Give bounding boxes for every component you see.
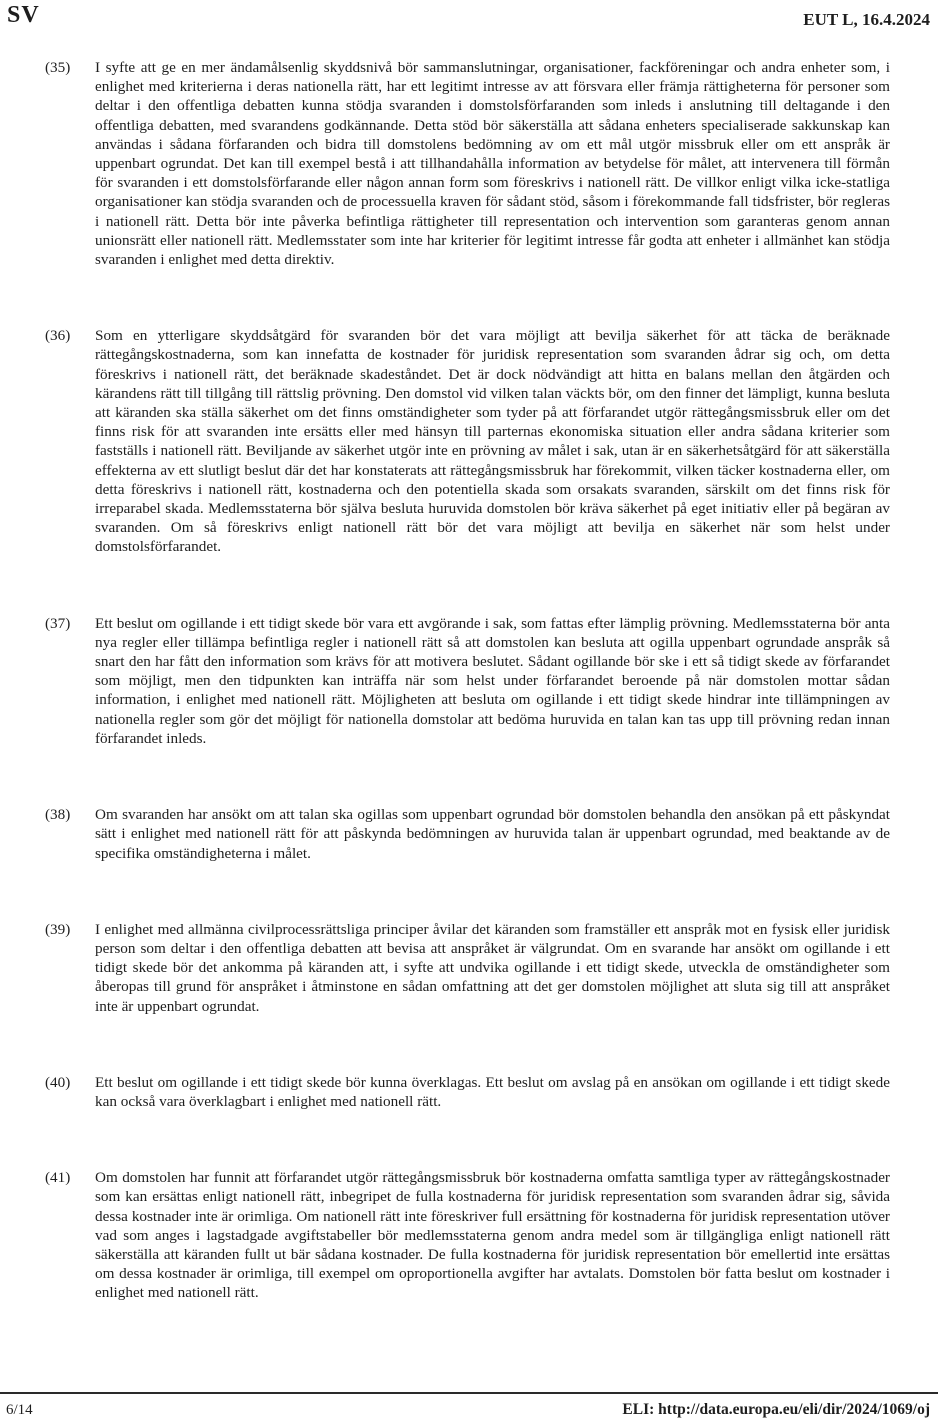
paragraph-number: (37) (45, 614, 71, 632)
paragraph-text: Om domstolen har funnit att förfarandet utgör rättegångsmissbruk bör kostnaderna omfatta samtliga typer av rättegångskostnader som kan ersättas enligt nationell rätt, inbegripet de fulla kostnaderna för juridisk representation som svaranden ådrar sig, såvida dessa kostnader inte är orimliga. Om nationell rätt inte föreskriver full ersättning för kostnaderna för juridisk representation utöver vad som anges i lagstadgade avgiftstabeller bör medlemsstaterna genom andra medel som är tillgängliga enligt nationell rätt säkerställa att käranden fullt ut bär sådana kostnader. De fulla kostnaderna för juridisk representation bör emellertid inte ersättas om dessa kostnader är orimliga, till exempel om oproportionella avgifter har avtalats. Domstolen bör fatta beslut om kostnader i enlighet med nationell rätt. (95, 1169, 890, 1302)
paragraph-number: (40) (45, 1073, 71, 1091)
recital-38 (45, 805, 890, 863)
paragraph-text: I enlighet med allmänna civilprocessrättsliga principer åvilar det käranden som framställer ett anspråk mot en fysisk eller juridisk person som deltar i den offentliga debatten att bevisa att anspråket är välgrundat. Om en svarande har ansökt om ogillande i ett tidigt skede bör det ankomma på käranden att, i syfte att undvika ogillande i ett tidigt skede, utveckla de omständigheter som åberopas till grund för anspråket i åtminstone en sådan omfattning att det ger domstolen möjlighet att sluta sig till att anspråket inte är uppenbart ogrundat. (95, 920, 890, 1015)
recital-37 (45, 614, 890, 748)
paragraph-number: (35) (45, 59, 71, 76)
recital-36 (45, 326, 890, 556)
recital-40 (45, 1073, 890, 1111)
paragraph-text: I syfte att ge en mer ändamålsenlig skyddsnivå bör sammanslutningar, organisationer, fackföreningar och andra enheter som, i enlighet med kriterierna i deras nationella rätt, har ett legitimt intresse av att försvara eller främja rättigheterna för personer som deltar i den offentliga debatten kunna stödja svaranden i domstolsförfaranden som inleds i anslutning till deltagande i den offentliga debatten, med svarandens godkännande. Detta stöd bör säkerställa att sådana enheters specialiserade sakkunskap kan användas i sådana förfaranden och bidra till domstolens bedömning av om ett mål utgör missbruk eller om ett anspråk är uppenbart ogrundat. Det kan till exempel bestå i att tillhandahålla information av betydelse för målet, att intervenera till förmån för svaranden i ett domstolsförfarande eller någon annan form som föreskrivs i nationell rätt. De villkor enligt vilka icke-statliga organisationer kan stödja svaranden och de processuella kraven för sådant stöd, såsom i förekommande fall tidsfrister, bör regleras i nationell rätt. Detta bör inte påverka befintliga rättigheter till representation och intervention som garanteras genom annan unionsrätt eller nationell rätt. Medlemsstater som inte har kriterier för legitimt intresse får godta att enheter i allmänhet kan stödja svaranden i enlighet med detta direktiv. (95, 59, 890, 269)
recital-41 (45, 1168, 890, 1302)
paragraph-text: Ett beslut om ogillande i ett tidigt skede bör vara ett avgörande i sak, som fattas efter lämplig prövning. Medlemsstaterna bör anta nya regler eller tillämpa befintliga regler i nationell rätt så att domstolen kan besluta att ogilla uppenbart ogrundade anspråk så snart den har fått den information som krävs för att motivera beslutet. Sådant ogillande bör ske i ett så tidigt skede av förfarandet som möjligt, men den tidpunkten kan inträffa när som helst under förfarandet beroende på när domstolen mottar sådan information, i enlighet med nationell rätt. Möjligheten att besluta om ogillande i ett tidigt skede hindrar inte tillämpningen av nationella regler som gör det möjligt för nationella domstolar att bedöma huruvida en talan kan tas upp till prövning redan innan förfarandet inleds. (95, 614, 890, 747)
journal-reference: EUT L, 16.4.2024 (803, 10, 930, 29)
language-code: SV (7, 2, 40, 28)
paragraph-text: Om svaranden har ansökt om att talan ska ogillas som uppenbart ogrundad bör domstolen behandla den ansökan på ett påskyndat sätt i enlighet med nationell rätt för att påskynda bedömningen av huruvida talan är uppenbart ogrundad, med beaktande av de specifika omständigheterna i målet. (95, 806, 890, 862)
paragraph-number: (38) (45, 806, 71, 824)
recital-39 (45, 920, 890, 1016)
paragraph-number: (39) (45, 920, 71, 938)
paragraph-text: Ett beslut om ogillande i ett tidigt skede bör kunna överklagas. Ett beslut om avslag på en ansökan om ogillande i ett tidigt skede kan också vara överklagbart i enlighet med nationell rätt. (95, 1073, 890, 1110)
page-number: 6/14 (6, 1402, 33, 1418)
recital-35 (45, 58, 890, 269)
eli-reference: ELI: http://data.europa.eu/eli/dir/2024/1069/oj (622, 1401, 930, 1418)
page-header (0, 0, 938, 40)
paragraph-number: (41) (45, 1169, 71, 1187)
recitals-list (45, 58, 890, 1303)
paragraph-number: (36) (45, 327, 71, 345)
paragraph-text: Som en ytterligare skyddsåtgärd för svaranden bör det vara möjligt att bevilja säkerhet för att täcka de beräknade rättegångskostnaderna, som kan innefatta de kostnader för juridisk representation som svaranden ådrar sig och, om detta föreskrivs i nationell rätt, det beräknade skadeståndet. Det är dock nödvändigt att hitta en balans mellan den åtgärden och kärandens rätt till tillgång till rättslig prövning. Den domstol vid vilken talan väckts bör, om den finner det lämpligt, kunna besluta att käranden ska ställa säkerhet om det finns omständigheter som tyder på att förfarandet utgör rättegångsmissbruk eller om det finns risk för att svaranden inte ersätts eller med hänsyn till parternas ekonomiska situation eller andra sådana kriterier som fastställs i nationell rätt. Beviljande av säkerhet utgör inte en prövning av målet i sak, utan är en säkerhetsåtgärd för att säkerställa effekterna av ett slutligt beslut där det har konstaterats att rättegångsmissbruk har förekommit, vilken täcker kostnaderna eller, om detta föreskrivs i nationell rätt, kostnaderna och den potentiella skada som orsakats svaranden, särskilt om det finns risk för irreparabel skada. Medlemsstaterna bör själva besluta huruvida domstolen bör kräva säkerhet på eget initiativ eller på begäran av svaranden. Om så föreskrivs enligt nationell rätt bör det vara möjligt att bevilja en säkerhet när som helst under domstolsförfarandet. (95, 327, 890, 556)
page-footer (0, 1392, 938, 1419)
